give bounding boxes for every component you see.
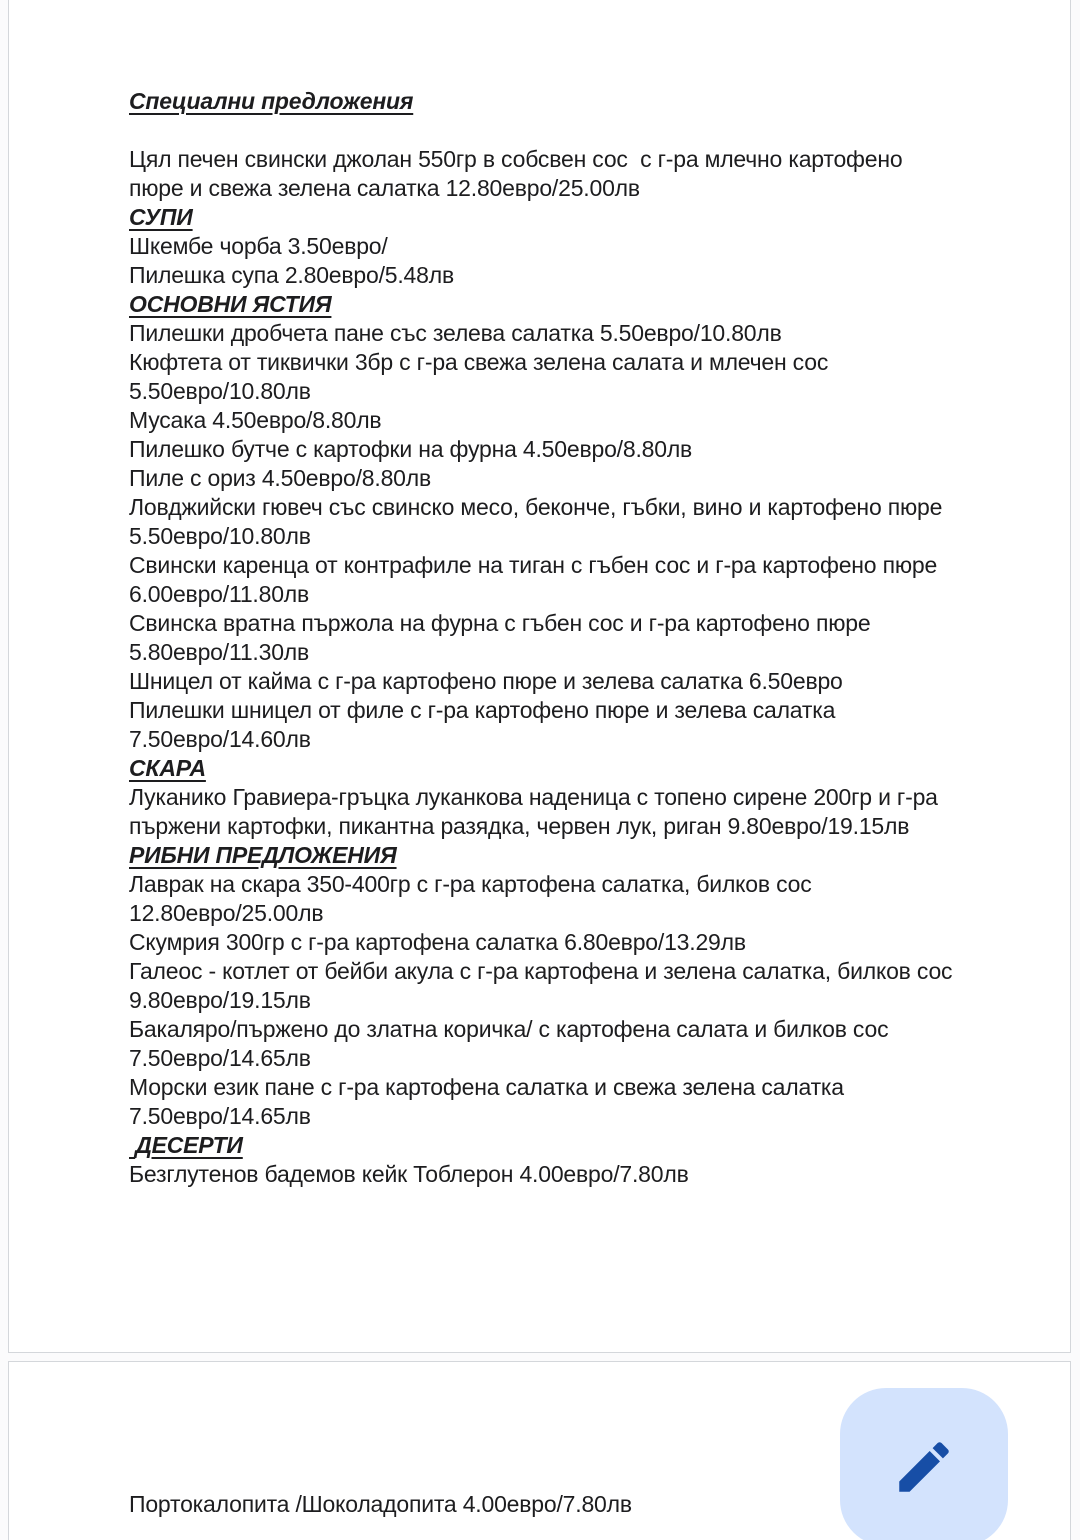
menu-item: Бакаляро/пържено до златна коричка/ с картофена салата и билков сос 7.50евро/14.65лв bbox=[129, 1016, 895, 1071]
menu-spacer bbox=[129, 116, 958, 145]
menu-section-heading: СУПИ bbox=[129, 204, 193, 230]
menu-item: Мусака 4.50евро/8.80лв bbox=[129, 407, 382, 433]
menu-item: Галеос - котлет от бейби акула с г-ра картофена и зелена салатка, билков сос 9.80евро/19.15лв bbox=[129, 958, 959, 1013]
menu-item: Свински каренца от контрафиле на тиган с гъбен сос и г-ра картофено пюре 6.00евро/11.80лв bbox=[129, 552, 944, 607]
edit-fab-button[interactable] bbox=[840, 1388, 1008, 1540]
menu-text bbox=[129, 87, 958, 1189]
menu-item: Свинска вратна пържола на фурна с гъбен сос и г-ра картофено пюре 5.80евро/11.30лв bbox=[129, 610, 877, 665]
menu-section-heading: СКАРА bbox=[129, 755, 206, 781]
menu-item: Пилешки дробчета пане със зелева салатка 5.50евро/10.80лв bbox=[129, 320, 782, 346]
menu-item: Лаврак на скара 350-400гр с г-ра картофена салатка, билков сос 12.80евро/25.00лв bbox=[129, 871, 818, 926]
menu-section-heading: Специални предложения bbox=[129, 88, 414, 114]
menu-item: Шкембе чорба 3.50евро/ bbox=[129, 233, 388, 259]
menu-section-heading: РИБНИ ПРЕДЛОЖЕНИЯ bbox=[129, 842, 397, 868]
menu-item: Пилешка супа 2.80евро/5.48лв bbox=[129, 262, 454, 288]
menu-item: Безглутенов бадемов кейк Тоблерон 4.00евро/7.80лв bbox=[129, 1161, 689, 1187]
pencil-icon bbox=[891, 1434, 957, 1500]
menu-card bbox=[8, 0, 1071, 1353]
menu-item: Луканико Гравиера-гръцка луканкова наденица с топено сирене 200гр и г-ра пържени картофки, пикантна разядка, червен лук, риган 9.80евро/19.15лв bbox=[129, 784, 944, 839]
menu-item: Шницел от кайма с г-ра картофено пюре и зелева салатка 6.50евро bbox=[129, 668, 843, 694]
menu-item: Кюфтета от тиквички 3бр с г-ра свежа зелена салата и млечен сос 5.50евро/10.80лв bbox=[129, 349, 835, 404]
footer-menu-item: Портокалопита /Шоколадопита 4.00евро/7.80лв bbox=[129, 1491, 632, 1517]
menu-item: Пилешко бутче с картофки на фурна 4.50евро/8.80лв bbox=[129, 436, 693, 462]
menu-item: Ловджийски гювеч със свинско месо, беконче, гъбки, вино и картофено пюре 5.50евро/10.80лв bbox=[129, 494, 949, 549]
menu-item: Морски език пане с г-ра картофена салатка и свежа зелена салатка 7.50евро/14.65лв bbox=[129, 1074, 851, 1129]
menu-item: Пилешки шницел от филе с г-ра картофено пюре и зелева салатка 7.50евро/14.60лв bbox=[129, 697, 842, 752]
menu-item: Цял печен свински джолан 550гр в собсвен сос с г-ра млечно картофено пюре и свежа зелена салатка 12.80евро/25.00лв bbox=[129, 146, 909, 201]
menu-item: Пиле с ориз 4.50евро/8.80лв bbox=[129, 465, 431, 491]
menu-section-heading: ОСНОВНИ ЯСТИЯ bbox=[129, 291, 332, 317]
menu-item: Скумрия 300гр с г-ра картофена салатка 6.80евро/13.29лв bbox=[129, 929, 746, 955]
menu-section-heading: ДЕСЕРТИ bbox=[129, 1132, 243, 1158]
